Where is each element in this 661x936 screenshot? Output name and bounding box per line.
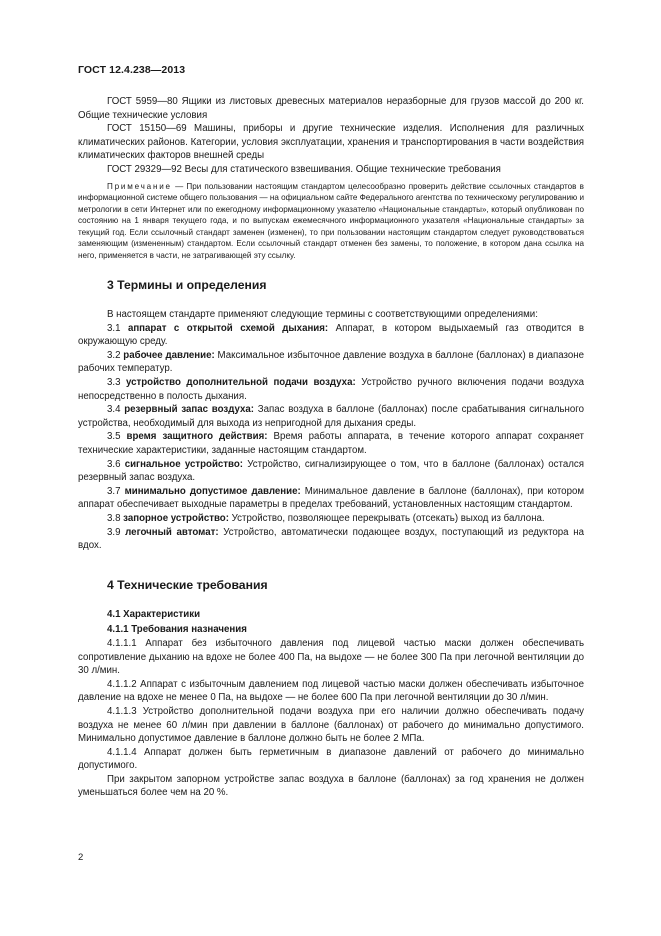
- term-name: сигнальное устройство:: [124, 458, 244, 470]
- reference-gost-5959: ГОСТ 5959—80 Ящики из листовых древесных материалов неразборные для грузов массой до 200 кг. Общие технические условия: [78, 96, 584, 121]
- clause-4-1-1-1: 4.1.1.1 Аппарат без избыточного давления под лицевой частью маски должен обеспечивать сопротивление дыханию на вдохе не более 400 Па, на выдохе — не более 300 Па при легочной вентиляции до 30 л/мин.: [78, 637, 584, 677]
- term-number: 3.7: [107, 485, 125, 497]
- term-number: 3.4: [107, 404, 125, 416]
- term-definition: Минимальное давление в баллоне (баллонах), при котором аппарат обеспечивает выходные параметры в пределах требований, установленных настоящим стандартом.: [78, 485, 585, 511]
- reference-gost-15150: ГОСТ 15150—69 Машины, приборы и другие технические изделия. Исполнения для различных климатических районов. Категории, условия эксплуатации, хранения и транспортирования в части воздействия климатических факторов внешней среды: [78, 123, 584, 162]
- term-definition: Устройство ручного включения подачи воздуха непосредственно в полость дыхания.: [78, 377, 585, 402]
- term-definition: Запас воздуха в баллоне (баллонах) после срабатывания сигнального устройства, необходимый для выхода из непригодной для дыхания среды.: [78, 404, 584, 429]
- term-name: резервный запас воздуха:: [124, 404, 254, 416]
- page-content: [78, 95, 584, 800]
- term-name: минимально допустимое давление:: [124, 485, 301, 497]
- subsection-4-1-1-heading: 4.1.1 Требования назначения: [107, 624, 247, 636]
- term-definition: Устройство, сигнализирующее о том, что в баллоне (баллонах) остался резервный запас воздуха.: [78, 458, 584, 484]
- term-3-8: [78, 512, 584, 526]
- clause-4-1-1-4: 4.1.1.4 Аппарат должен быть герметичным в диапазоне давлений от рабочего до минимально допустимого.: [78, 746, 584, 772]
- term-definition: Максимальное избыточное давление воздуха в баллоне (баллонах) в диапазоне рабочих температур.: [78, 349, 584, 375]
- term-3-9: [78, 526, 584, 553]
- document-header: ГОСТ 12.4.238—2013: [78, 64, 186, 76]
- note-paragraph: [78, 181, 584, 262]
- section-3-intro: В настоящем стандарте применяют следующие термины с соответствующими определениями:: [107, 309, 538, 321]
- term-name: аппарат с открытой схемой дыхания:: [127, 322, 329, 334]
- page-number: 2: [78, 852, 84, 863]
- term-definition: Аппарат, в котором выдыхаемый газ отводится в окружающую среду.: [78, 322, 584, 348]
- term-number: 3.8: [107, 512, 124, 524]
- clause-4-1-1-4-storage: При закрытом запорном устройстве запас воздуха в баллоне (баллонах) за год хранения не должен уменьшаться более чем на 20 %.: [78, 773, 584, 799]
- term-name: запорное устройство:: [123, 512, 229, 524]
- term-3-4: [78, 403, 584, 430]
- term-definition: Устройство, автоматически подающее воздух, поступающий из редуктора на вдох.: [78, 526, 584, 552]
- term-number: 3.2: [107, 349, 124, 361]
- term-number: 3.6: [107, 458, 125, 470]
- term-definition: Устройство, позволяющее перекрывать (отсекать) выход из баллона.: [228, 512, 545, 524]
- term-3-7: [78, 485, 584, 512]
- term-3-1: [78, 322, 584, 349]
- section-3-heading: 3 Термины и определения: [107, 278, 267, 293]
- clause-4-1-1-3: 4.1.1.3 Устройство дополнительной подачи воздуха при его наличии должно обеспечивать подачу воздуха не менее 60 л/мин при давлении в баллоне (баллонах) от рабочего до минимально допустимого. Минимально допустимое давление в баллоне должно быть не более 2 МПа.: [78, 705, 584, 745]
- term-number: 3.1: [107, 322, 128, 334]
- term-3-5: [78, 430, 584, 457]
- term-number: 3.5: [107, 431, 127, 443]
- term-definition: Время работы аппарата, в течение которого аппарат сохраняет технические характеристики, заданные настоящим стандартом.: [78, 431, 584, 456]
- term-name: время защитного действия:: [126, 431, 268, 443]
- term-number: 3.9: [107, 526, 126, 538]
- term-3-6: [78, 458, 584, 485]
- term-3-2: [78, 349, 584, 376]
- subsection-4-1-heading: 4.1 Характеристики: [107, 608, 201, 620]
- term-3-3: [78, 376, 584, 403]
- note-text: — При пользовании настоящим стандартом целесообразно проверить действие ссылочных стандартов в информационной системе общего пользования — на официальном сайте Федерального агентства по техническому регулированию и метрологии в сети Интернет или по ежегодному информационному указателю «Национальные стандарты», который опубликован по состоянию на 1 января текущего года, и по выпускам ежемесячного информационного указателя «Национальные стандарты» за текущий год. Если ссылочный стандарт заменен (изменен), то при пользовании настоящим стандартом следует руководствоваться заменяющим (измененным) стандартом. Если ссылочный стандарт отменен без замены, то положение, в котором дана ссылка на него, применяется в части, не затрагивающей эту ссылку.: [78, 181, 584, 260]
- reference-gost-29329: ГОСТ 29329—92 Весы для статического взвешивания. Общие технические требования: [107, 163, 501, 175]
- note-label: Примечание: [107, 181, 172, 191]
- clause-4-1-1-2: 4.1.1.2 Аппарат с избыточным давлением под лицевой частью маски должен обеспечивать избыточное давление на вдохе не менее 0 Па, на выдохе — не более 600 Па при легочной вентиляции до 30 л/мин.: [78, 678, 584, 704]
- term-number: 3.3: [107, 377, 126, 389]
- term-name: устройство дополнительной подачи воздуха:: [125, 377, 356, 389]
- term-name: рабочее давление:: [123, 349, 215, 361]
- term-name: легочный автомат:: [125, 526, 219, 538]
- section-4-heading: 4 Технические требования: [107, 577, 268, 592]
